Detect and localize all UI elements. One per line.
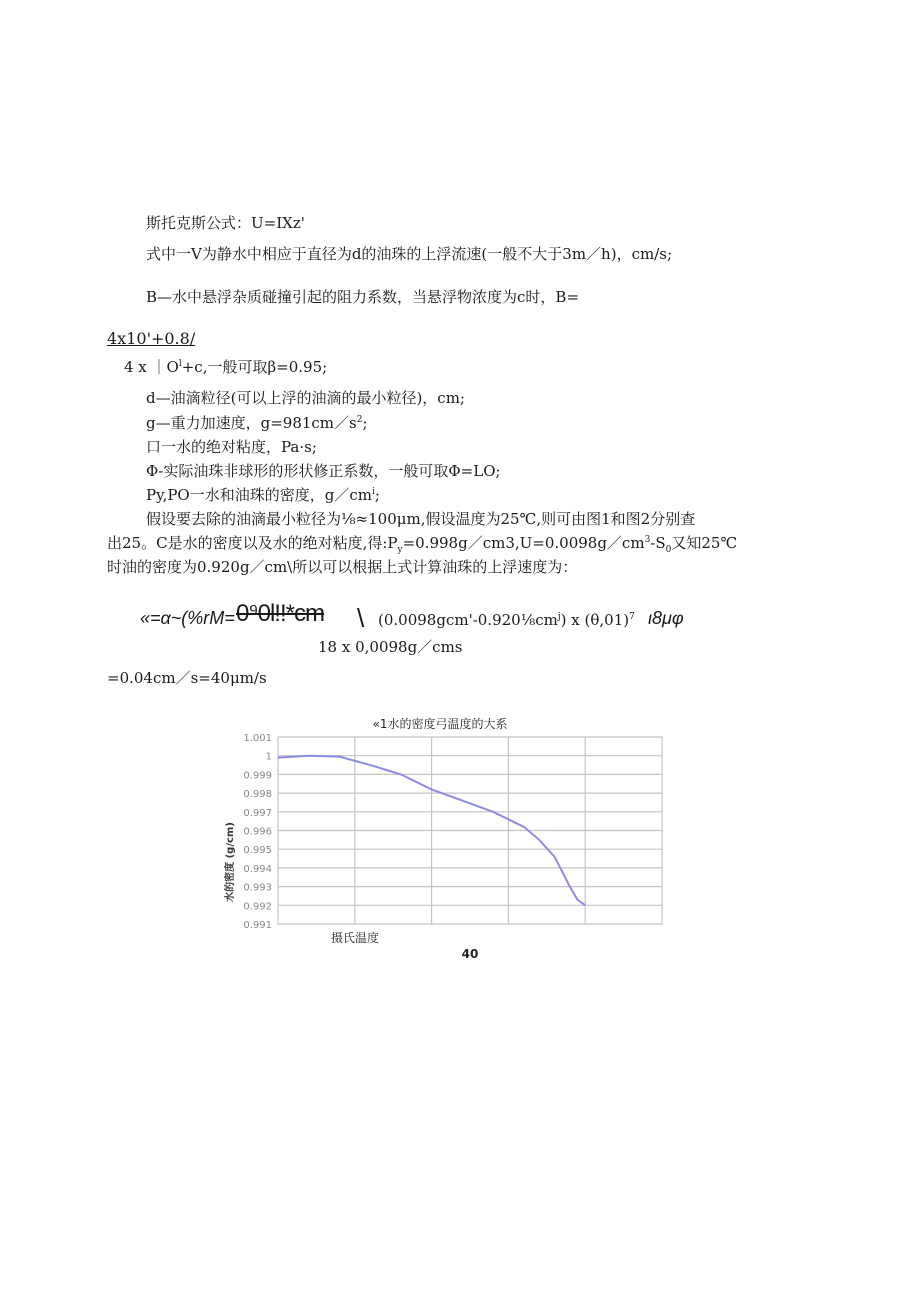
beta-denominator-b: +c,一般可取β=0.95; (181, 358, 328, 376)
chart-y-tick-label: 1 (265, 751, 272, 763)
mu-definition (146, 438, 317, 456)
paragraph-line-3 (107, 558, 577, 576)
chart-y-ticks (243, 733, 272, 931)
paragraph-line-2-a: 出25。C是水的密度以及水的绝对粘度,得:P (107, 534, 398, 552)
chart-y-tick-label: 0.994 (243, 863, 272, 875)
formula-middle-b: ) x (θ,01) (560, 611, 630, 629)
rho-definition-a: Py,PO一水和油珠的密度，g／cm (146, 486, 372, 504)
g-definition-a: g—重力加速度，g=981cm／s (146, 414, 357, 432)
mu-definition-text: 口一水的绝对粘度，Pa·s; (146, 438, 317, 456)
d-definition (146, 389, 465, 407)
result-line: =0.04cm／s=40μm/s (107, 669, 267, 687)
chart-grid (278, 737, 662, 924)
paragraph-line-2-b: =0.998g／cm3,U=0.0098g／cm (402, 534, 645, 552)
formula-middle (378, 611, 635, 629)
chart-y-label: 水的密度 (g/cm) (225, 822, 236, 902)
stokes-text: 斯托克斯公式：U=IXz' (146, 214, 305, 232)
paragraph-line-3-text: 时油的密度为0.920g／cm\所以可以根据上式计算油珠的上浮速度为： (107, 558, 578, 576)
beta-definition (146, 288, 579, 306)
beta-fraction-denominator (124, 358, 327, 376)
chart-y-tick-label: 0.995 (243, 845, 272, 857)
formula-middle-a: (0.0098gcm'-0.920⅛cm (378, 611, 558, 629)
d-definition-text: d—油滴粒径(可以上浮的油滴的最小粒径)，cm; (146, 389, 465, 407)
paragraph-line-2-sup: 3 (644, 535, 651, 545)
g-definition (146, 414, 368, 432)
beta-denominator-sup: l (178, 359, 182, 369)
paragraph-line-2-sub: y (397, 545, 403, 555)
formula-left: «=α~(%rM= (140, 608, 235, 628)
g-definition-b: ; (362, 414, 368, 432)
paragraph-line-2-c: -S (650, 534, 666, 552)
formula-right: ι8μφ (648, 608, 684, 628)
chart-x-tick-40: 40 (461, 947, 479, 961)
stokes-formula-line (146, 214, 305, 232)
paragraph-line-1-text: 假设要去除的油滴最小粒径为⅛≈100μm,假设温度为25℃,则可由图1和图2分别查 (146, 510, 696, 528)
formula-denominator: 18 x 0,0098g／cms (318, 638, 463, 656)
chart-y-tick-label: 0.992 (243, 901, 272, 913)
phi-definition-text: Φ-实际油珠非球形的形状修正系数，一般可取Φ=LO; (146, 462, 501, 480)
beta-definition-text: B—水中悬浮杂质碰撞引起的阻力系数，当悬浮物浓度为c时，B= (146, 288, 580, 306)
v-definition-text: 式中一V为静水中相应于直径为d的油珠的上浮流速(一般不大于3m／h)，cm/s; (146, 245, 672, 263)
chart-y-tick-label: 0.998 (243, 789, 272, 801)
formula-middle-sup2: 7 (629, 612, 635, 622)
chart-y-tick-label: 0.996 (243, 826, 272, 838)
phi-definition (146, 462, 501, 480)
formula-slash: \ (357, 603, 365, 633)
paragraph-line-2 (107, 534, 738, 555)
formula-heavy-term: 0⁹0l!!*cm (236, 600, 324, 627)
rho-definition-sup: i (371, 487, 375, 497)
rho-definition (146, 486, 380, 504)
beta-fraction-text: 4x10'+0.8/ (107, 329, 196, 348)
rho-definition-b: ; (374, 486, 380, 504)
beta-fraction-numerator (107, 330, 195, 348)
chart-y-tick-label: 0.991 (243, 920, 272, 931)
chart-x-label: 摄氏温度 (330, 931, 380, 945)
chart-y-tick-label: 0.999 (243, 770, 272, 782)
chart-y-tick-label: 0.997 (243, 807, 272, 819)
chart-y-tick-label: 1.001 (243, 733, 272, 744)
chart-y-tick-label: 0.993 (243, 882, 272, 894)
paragraph-line-1 (146, 510, 695, 528)
paragraph-line-2-d: 又知25℃ (671, 534, 738, 552)
formula-middle-sup: j (557, 612, 561, 622)
beta-denominator-a: 4 x ｜O (124, 358, 179, 376)
chart-title: «1水的密度弓温度的大系 (372, 717, 508, 731)
density-chart (220, 712, 700, 972)
paragraph-line-2-sub2: 0 (665, 545, 672, 555)
g-definition-sup: 2 (356, 415, 363, 425)
v-definition (146, 245, 672, 263)
